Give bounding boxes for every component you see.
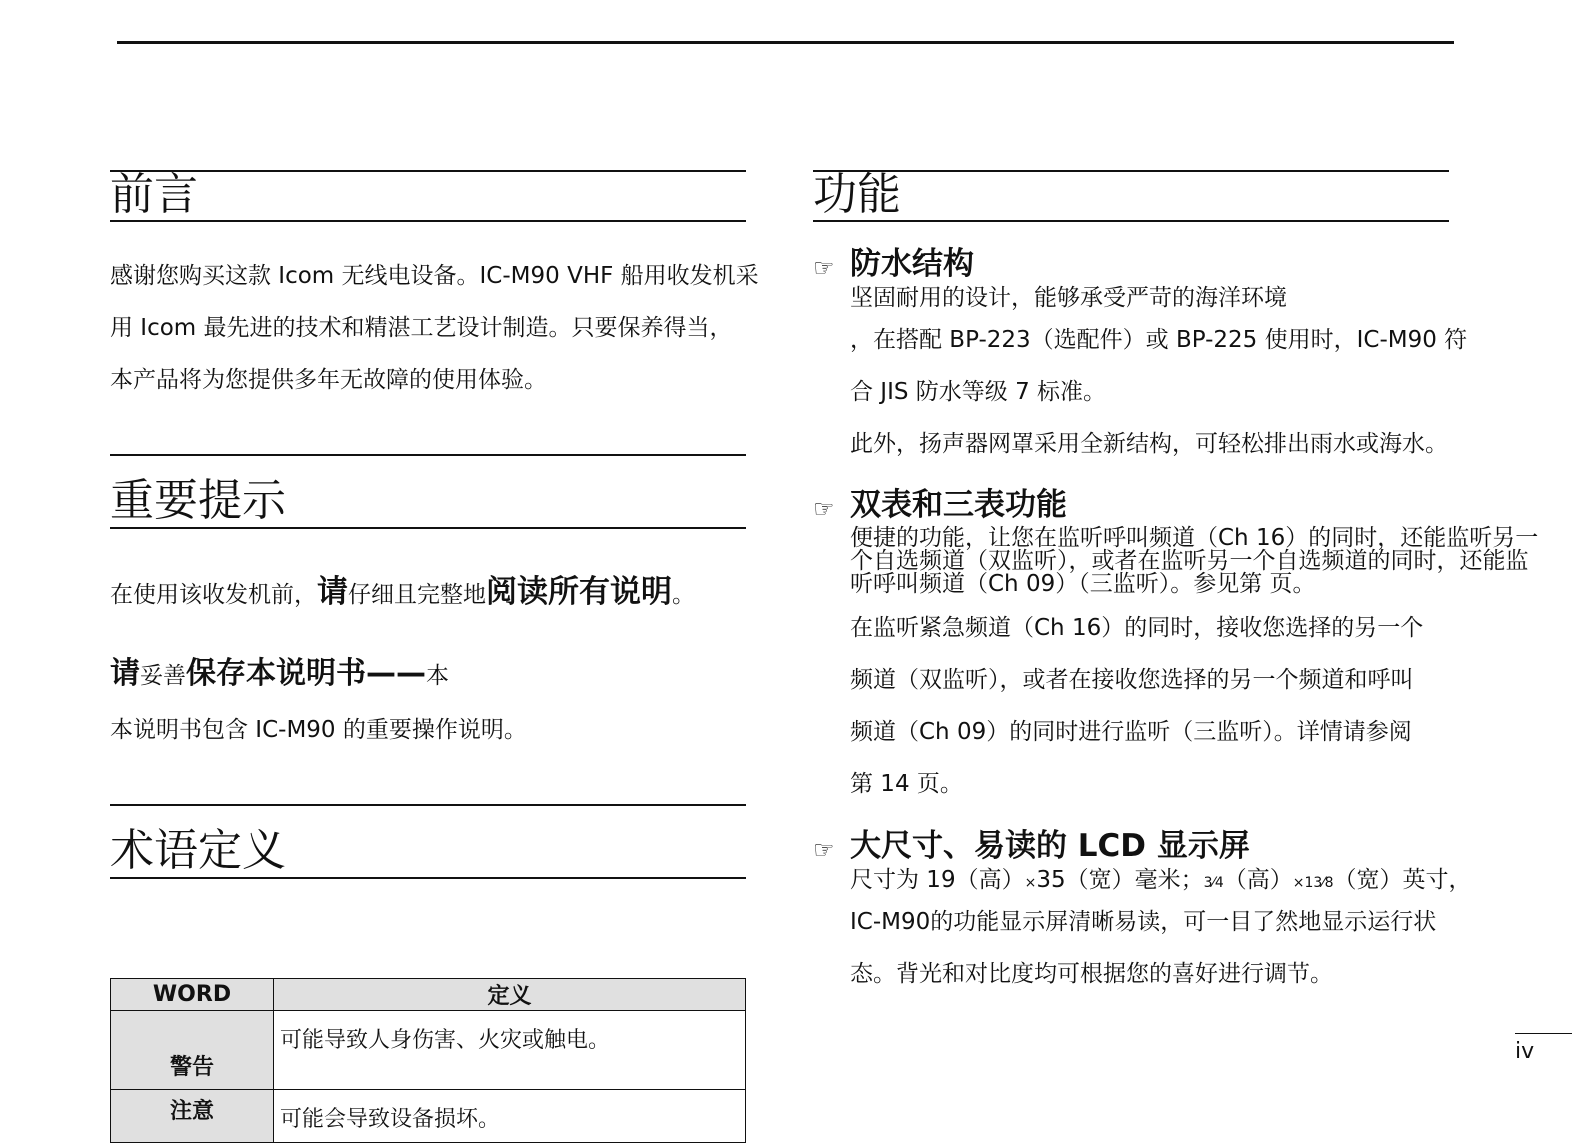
section-bottom-rule [110,527,746,529]
fraction-value: 13⁄8 [1304,875,1334,891]
section-top-rule [110,804,746,806]
feature-heading: 防水结构 [850,246,974,282]
feature-line: IC-M90的功能显示屏清晰易读，可一目了然地显示运行状 [850,909,1437,935]
feature-line: 坚固耐用的设计，能够承受严苛的海洋环境 [850,285,1287,311]
important-title: 重要提示 [110,475,286,526]
term-definition: 可能会导致设备损坏。 [274,1090,746,1143]
preface-title: 前言 [110,169,198,220]
word-column-header: WORD [111,979,274,1011]
instruction-text: 在使用该收发机前， [110,582,317,608]
features-title: 功能 [813,169,901,220]
table-header-row [111,979,746,1011]
feature-line: 个自选频道（双监听），或者在监听另一个自选频道的同时，还能监 [850,548,1529,574]
feature-line: 在监听紧急频道（Ch 16）的同时，接收您选择的另一个 [850,615,1424,641]
feature-line: 态。背光和对比度均可根据您的喜好进行调节。 [850,961,1333,987]
feature-line: 第 14 页。 [850,771,963,797]
section-top-rule [110,170,746,172]
section-bottom-rule [110,877,746,879]
size-text: 35（宽）毫米； [1036,867,1204,893]
size-text: 尺寸为 19（高） [850,867,1025,893]
feature-heading: 大尺寸、易读的 LCD 显示屏 [850,828,1250,864]
page-number: iv [1515,1039,1535,1064]
keep-emphasis: 保存本说明书—— [186,656,426,691]
instruction-text: 。 [672,582,695,608]
preface-line: 感谢您购买这款 Icom 无线电设备。IC-M90 VHF 船用收发机采 [110,263,759,289]
feature-line: ，在搭配 BP-223（选配件）或 BP-225 使用时，IC-M90 符 [850,327,1468,353]
term-word: 注意 [111,1090,274,1143]
instruction-emphasis: 请 [317,574,348,610]
preface-line: 用 Icom 最先进的技术和精湛工艺设计制造。只要保养得当， [110,315,733,341]
important-instruction [110,574,695,610]
table-row [111,1090,746,1143]
feature-line: 听呼叫频道（Ch 09）（三监听）。参见第 页。 [850,571,1316,597]
pointing-hand-icon: ☞ [813,254,835,282]
feature-line: 合 JIS 防水等级 7 标准。 [850,379,1107,405]
pointing-hand-icon: ☞ [813,836,835,864]
times-sign: × [1024,875,1037,891]
display-size-line [850,866,1472,897]
keep-emphasis: 请 [110,656,140,691]
table-row [111,1011,746,1090]
fraction-value: 3⁄4 [1203,875,1224,891]
feature-line: 此外，扬声器网罩采用全新结构，可轻松排出雨水或海水。 [850,431,1448,457]
term-definition: 可能导致人身伤害、火灾或触电。 [274,1011,746,1090]
instruction-text: 仔细且完整地 [348,582,486,608]
section-top-rule [110,454,746,456]
feature-line: 频道（双监听），或者在接收您选择的另一个频道和呼叫 [850,667,1414,693]
definition-column-header: 定义 [274,979,746,1011]
feature-line: 便捷的功能，让您在监听呼叫频道（Ch 16）的同时，还能监听另一 [850,525,1539,551]
section-top-rule [813,170,1449,172]
size-text: （高） [1223,867,1293,893]
term-word: 警告 [111,1011,274,1090]
times-sign: × [1292,875,1305,891]
terms-title: 术语定义 [110,825,286,876]
size-text: （宽）英寸， [1333,867,1472,893]
terms-table [110,978,746,1143]
keep-text: 本 [426,663,449,689]
preface-line: 本产品将为您提供多年无故障的使用体验。 [110,367,547,393]
header-rule [117,41,1454,44]
feature-line: 频道（Ch 09）的同时进行监听（三监听）。详情请参阅 [850,719,1412,745]
feature-heading: 双表和三表功能 [850,487,1067,523]
section-bottom-rule [813,220,1449,222]
section-bottom-rule [110,220,746,222]
keep-manual-note [110,656,449,691]
instruction-emphasis: 阅读所有说明 [486,574,672,610]
page-number-rule [1515,1033,1572,1034]
pointing-hand-icon: ☞ [813,495,835,523]
manual-contents-note: 本说明书包含 IC-M90 的重要操作说明。 [110,717,527,743]
keep-text: 妥善 [140,663,186,689]
